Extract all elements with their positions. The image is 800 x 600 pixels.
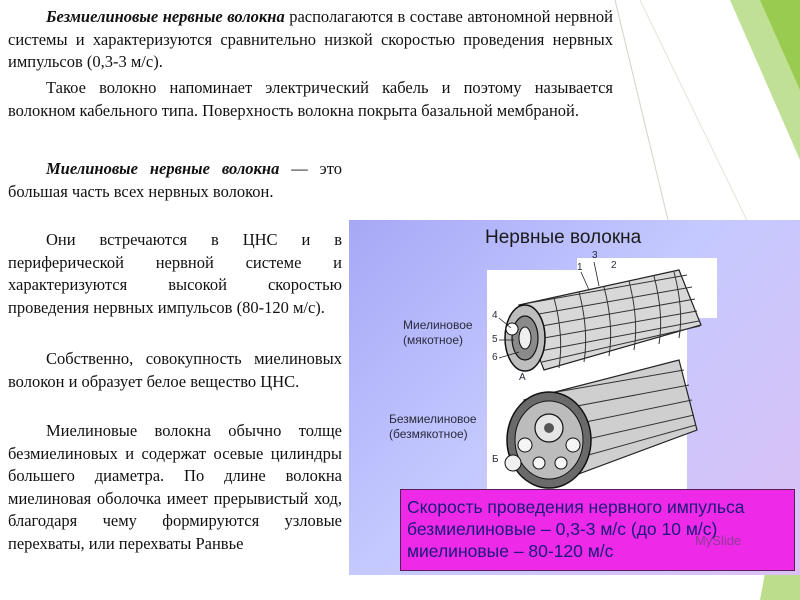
paragraph-unmyelinated-intro (8, 6, 613, 74)
label-unmyelinated-line2: (безмякотное) (389, 427, 468, 441)
figure-letter-label: Б (492, 454, 499, 465)
figure-number-label: 2 (611, 260, 617, 271)
figure-title: Нервные волокна (485, 227, 642, 248)
label-unmyelinated (389, 412, 477, 442)
paragraph-myelinated-intro (8, 158, 342, 203)
figure-number-label: 3 (592, 250, 598, 261)
label-unmyelinated-line1: Безмиелиновое (389, 412, 477, 426)
paragraph-ranvier-nodes: Миелиновые волокна обычно толще безмиелиновых и содержат осевые цилиндры большего диаметра. По длине волокна миелиновая оболочка имеет прерывистый ход, благодаря чему формируются узловые перехваты, или перехваты Ранвье (8, 421, 342, 553)
conduction-speed-box (400, 489, 795, 571)
figure-number-label: 4 (492, 310, 498, 321)
figure-letter-label: А (519, 372, 526, 383)
figure-number-label: 5 (492, 334, 498, 345)
paragraph-cable-type: Такое волокно напоминает электрический кабель и поэтому называется волокном кабельного типа. Поверхность волокна покрыта базальной мембраной. (8, 78, 613, 120)
speed-line-myelinated: миелиновые – 80-120 м/с (407, 541, 614, 561)
paragraph-text: — это большая часть всех нервных волокон. (8, 159, 342, 201)
nerve-fibers-figure (349, 220, 800, 575)
paragraph-text: располагаются в составе автономной нервной системы и характеризуются сравнительно низкой скоростью проведения нервных импульсов (0,3-3 м/с). (8, 7, 613, 71)
deco-line-1 (615, 0, 668, 220)
paragraph-myelinated-speed: Они встречаются в ЦНС и в периферической нервной системе и характеризуются высокой скоростью проведения нервных импульсов (80-120 м/с). (8, 230, 342, 317)
label-myelinated-line2: (мякотное) (403, 333, 464, 347)
figure-number-label: 1 (577, 262, 583, 273)
label-myelinated-line1: Миелиновое (403, 318, 473, 332)
term-unmyelinated: Безмиелиновые нервные волокна (46, 7, 285, 26)
speed-line-unmyelinated: безмиелиновые – 0,3-3 м/с (до 10 м/с) (407, 519, 718, 539)
figure-number-label: 6 (492, 352, 498, 363)
label-myelinated (403, 318, 473, 348)
paragraph-white-matter: Собственно, совокупность миелиновых волокон и образует белое вещество ЦНС. (8, 349, 342, 391)
speed-line-heading: Скорость проведения нервного импульса (407, 497, 745, 517)
term-myelinated: Миелиновые нервные волокна (46, 159, 280, 178)
watermark-logo: MySlide (695, 533, 742, 548)
